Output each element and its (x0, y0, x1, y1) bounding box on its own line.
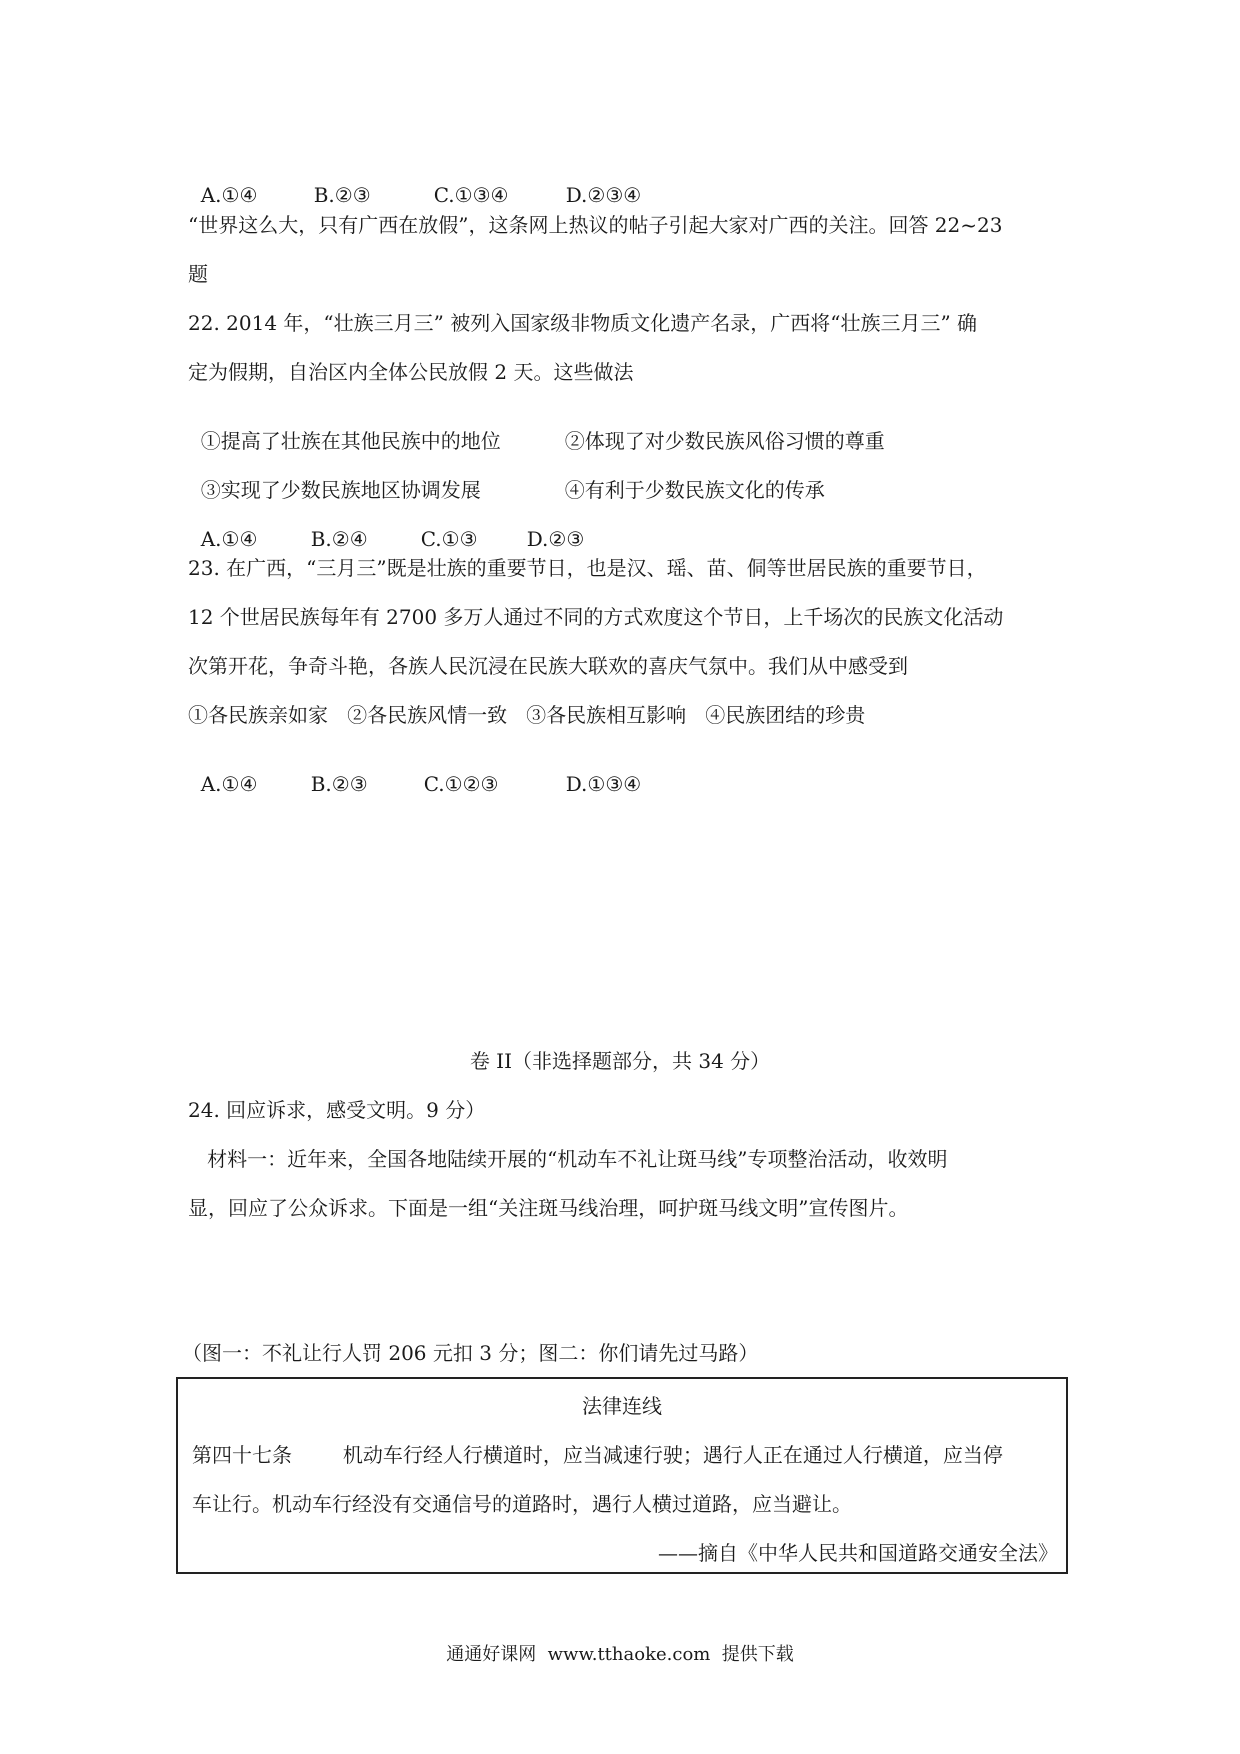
q23-option-c: C.①②③ (423, 772, 499, 796)
intro-line-1: “世界这么大，只有广西在放假”，这条网上热议的帖子引起大家对广西的关注。回答 22~23 (188, 213, 1003, 237)
footer: 通通好课网 www.tthaoke.com 提供下载 (446, 1644, 794, 1665)
q21-option-c: C.①③④ (433, 183, 509, 207)
q21-option-b: B.②③ (313, 183, 371, 207)
law-box-title: 法律连线 (582, 1394, 662, 1418)
section-2-title: 卷 II（非选择题部分，共 34 分） (469, 1049, 771, 1073)
law-source: ——摘自《中华人民共和国道路交通安全法》 (658, 1541, 1058, 1565)
law-box (176, 1377, 1068, 1574)
q22-stem-line-2: 定为假期，自治区内全体公民放假 2 天。这些做法 (188, 360, 634, 384)
q22-statement-4: ④有利于少数民族文化的传承 (564, 478, 825, 502)
q22-statement-3: ③实现了少数民族地区协调发展 (200, 478, 481, 502)
q22-statements-row-1 (188, 411, 885, 451)
q24-material-line-2: 显，回应了公众诉求。下面是一组“关注斑马线治理，呵护斑马线文明”宣传图片。 (188, 1196, 909, 1220)
q22-statement-1: ①提高了壮族在其他民族中的地位 (200, 429, 501, 453)
q24-material-line-1: 材料一：近年来，全国各地陆续开展的“机动车不礼让斑马线”专项整治活动，收效明 (188, 1147, 948, 1171)
q22-option-b: B.②④ (310, 527, 368, 551)
q23-option-b: B.②③ (310, 772, 368, 796)
q22-option-d: D.②③ (526, 527, 585, 551)
q22-options (188, 509, 584, 549)
q23-stem-line-2: 12 个世居民族每年有 2700 多万人通过不同的方式欢度这个节日，上千场次的民族文化活动 (188, 605, 1004, 629)
q23-statements: ①各民族亲如家 ②各民族风情一致 ③各民族相互影响 ④民族团结的珍贵 (188, 703, 866, 727)
q23-option-d: D.①③④ (565, 772, 642, 796)
q22-option-c: C.①③ (420, 527, 478, 551)
q23-stem-line-3: 次第开花，争奇斗艳，各族人民沉浸在民族大联欢的喜庆气氛中。我们从中感受到 (188, 654, 908, 678)
intro-line-2: 题 (188, 262, 208, 286)
figure-caption: （图一：不礼让行人罚 206 元扣 3 分；图二：你们请先过马路） (182, 1341, 759, 1365)
law-article-line-2: 车让行。机动车行经没有交通信号的道路时，遇行人横过道路，应当避让。 (192, 1492, 852, 1516)
q21-option-d: D.②③④ (565, 183, 642, 207)
q22-statement-2: ②体现了对少数民族风俗习惯的尊重 (564, 429, 885, 453)
q21-options (188, 165, 641, 205)
q23-options (188, 754, 641, 794)
q22-stem-line-1: 22. 2014 年，“壮族三月三” 被列入国家级非物质文化遗产名录，广西将“壮族三月三” 确 (188, 311, 978, 335)
q22-option-a: A.①④ (200, 527, 258, 551)
law-article-line-1: 第四十七条 机动车行经人行横道时，应当减速行驶；遇行人正在通过人行横道，应当停 (192, 1443, 1003, 1467)
q23-option-a: A.①④ (200, 772, 258, 796)
q24-title: 24. 回应诉求，感受文明。9 分） (188, 1098, 486, 1122)
q22-statements-row-2 (188, 460, 825, 500)
q21-option-a: A.①④ (200, 183, 258, 207)
q23-stem-line-1: 23. 在广西，“三月三”既是壮族的重要节日，也是汉、瑶、苗、侗等世居民族的重要节日， (188, 556, 987, 580)
